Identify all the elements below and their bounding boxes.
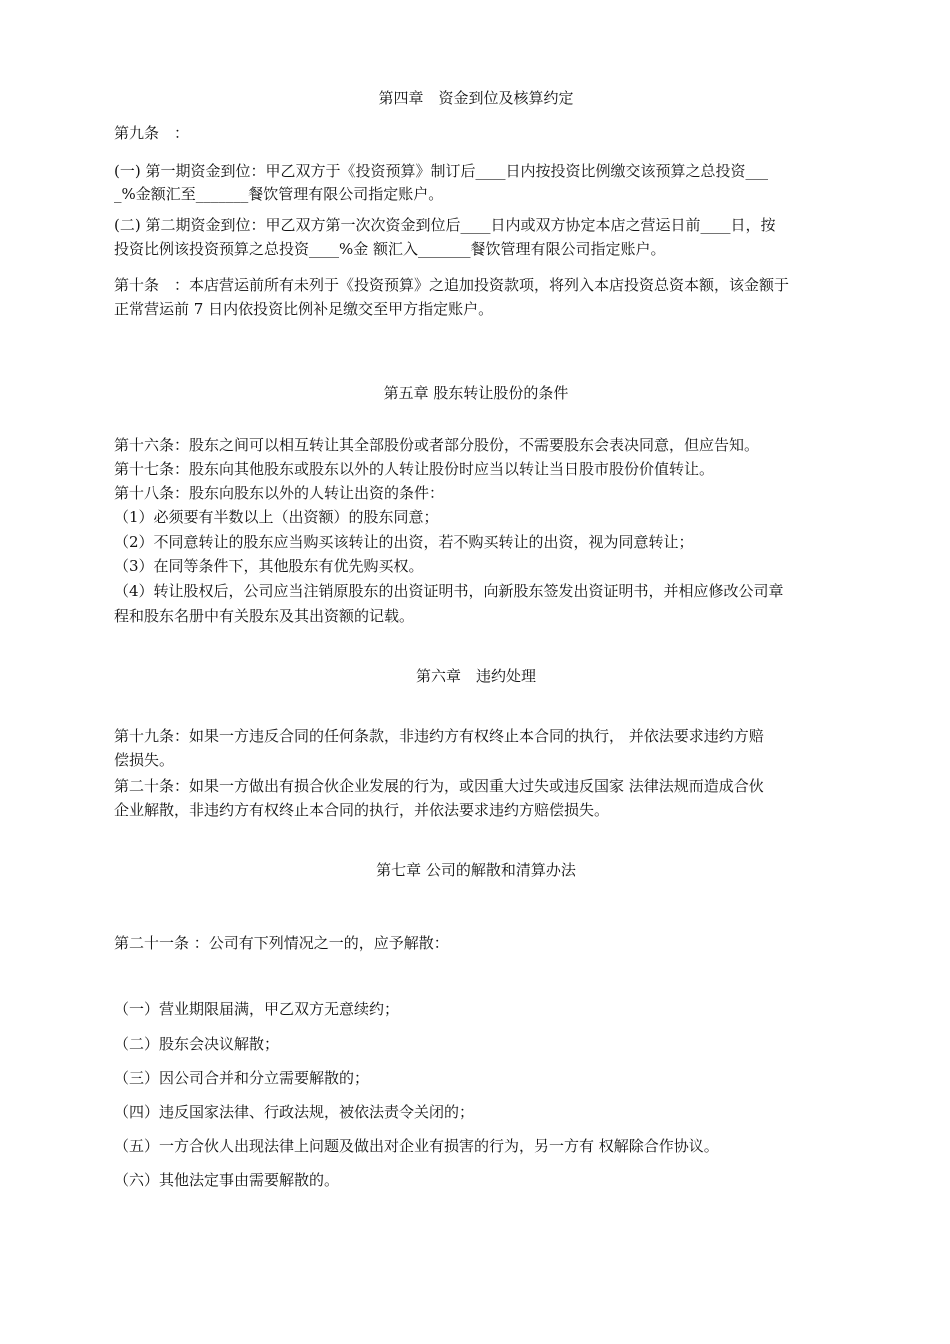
article-10-line-2: 正常营运前 7 日内依投资比例补足缴交至甲方指定账户。 <box>114 300 494 318</box>
article-19-line-2: 偿损失。 <box>114 751 175 769</box>
condition-3: （3）在同等条件下，其他股东有优先购买权。 <box>114 557 424 575</box>
article-9-item-1-line-1: (一) 第一期资金到位：甲乙双方于《投资预算》制订后____日内按投资比例缴交该预算之总投资___ <box>114 162 768 180</box>
dissolution-item-2: （二）股东会决议解散； <box>114 1035 280 1053</box>
condition-1: （1）必须要有半数以上（出资额）的股东同意； <box>114 508 439 526</box>
dissolution-item-3: （三）因公司合并和分立需要解散的； <box>114 1069 370 1087</box>
article-20-line-1: 第二十条：如果一方做出有损合伙企业发展的行为，或因重大过失或违反国家 法律法规而造成合伙 <box>114 777 764 795</box>
dissolution-item-6: （六）其他法定事由需要解散的。 <box>114 1171 340 1189</box>
article-17: 第十七条：股东向其他股东或股东以外的人转让股份时应当以转让当日股市股份价值转让。 <box>114 460 715 478</box>
article-9-item-1-line-2: _%金额汇至_______餐饮管理有限公司指定账户。 <box>114 185 444 203</box>
article-20-line-2: 企业解散，非违约方有权终止本合同的执行，并依法要求违约方赔偿损失。 <box>114 801 610 819</box>
article-10-line-1: 第十条 ：本店营运前所有未列于《投资预算》之追加投资款项，将列入本店投资总资本额，该金额于 <box>114 276 790 294</box>
article-19-line-1: 第十九条：如果一方违反合同的任何条款，非违约方有权终止本合同的执行， 并依法要求违约方赔 <box>114 727 764 745</box>
dissolution-item-5: （五）一方合伙人出现法律上问题及做出对企业有损害的行为，另一方有 权解除合作协议。 <box>114 1137 719 1155</box>
article-16: 第十六条：股东之间可以相互转让其全部股份或者部分股份，不需要股东会表决同意，但应告知。 <box>114 436 760 454</box>
article-18: 第十八条：股东向股东以外的人转让出资的条件： <box>114 484 445 502</box>
condition-4-line-2: 程和股东名册中有关股东及其出资额的记载。 <box>114 607 415 625</box>
chapter-6-heading: 第六章 违约处理 <box>415 667 536 685</box>
article-9-item-2-line-2: 投资比例该投资预算之总投资____%金 额汇入_______餐饮管理有限公司指定账户。 <box>114 240 666 258</box>
condition-4-line-1: （4）转让股权后，公司应当注销原股东的出资证明书，向新股东签发出资证明书，并相应修改公司章 <box>114 582 784 600</box>
article-9-item-2-line-1: (二) 第二期资金到位：甲乙双方第一次次资金到位后____日内或双方协定本店之营运日前____日，按 <box>114 216 776 234</box>
condition-2: （2）不同意转让的股东应当购买该转让的出资，若不购买转让的出资，视为同意转让； <box>114 533 694 551</box>
dissolution-item-4: （四）违反国家法律、行政法规，被依法责令关闭的； <box>114 1103 475 1121</box>
chapter-7-heading: 第七章 公司的解散和清算办法 <box>376 861 576 879</box>
dissolution-item-1: （一）营业期限届满，甲乙双方无意续约； <box>114 1000 400 1018</box>
article-9-title: 第九条 ： <box>114 124 190 142</box>
article-21: 第二十一条 ：公司有下列情况之一的，应予解散： <box>114 934 449 952</box>
chapter-5-heading: 第五章 股东转让股份的条件 <box>383 384 569 402</box>
chapter-4-heading: 第四章 资金到位及核算约定 <box>378 89 574 107</box>
